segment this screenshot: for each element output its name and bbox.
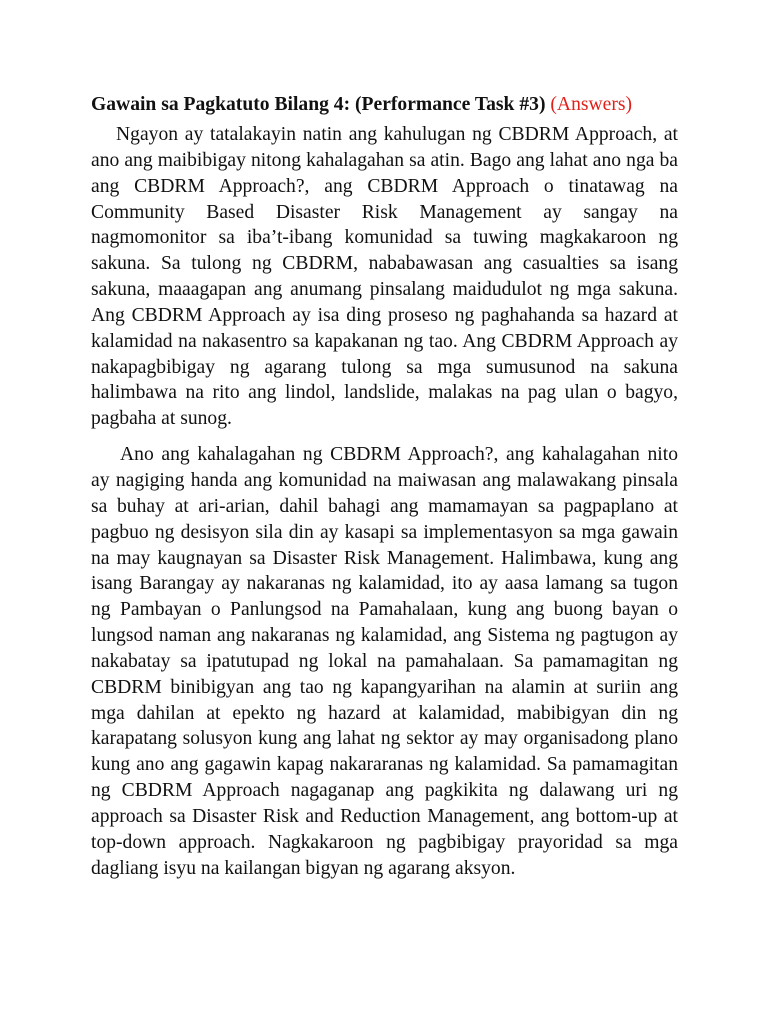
document-title	[91, 92, 678, 118]
paragraph-cbdrm-importance: Ano ang kahalagahan ng CBDRM Approach?, ang kahalagahan nito ay nagiging handa ang komunidad na maiwasan ang malawakang pinsala sa buhay at ari-arian, dahil bahagi ang mamamayan sa pagpaplano at pagbuo ng desisyon sila din ay kasapi sa implementasyon sa mga gawain na may kaugnayan sa Disaster Risk Management. Halimbawa, kung ang isang Barangay ay nakaranas ng kalamidad, ito ay aasa lamang sa tugon ng Pambayan o Panlungsod na Pamahalaan, kung ang buong bayan o lungsod naman ang nakaranas ng kalamidad, ang Sistema ng pagtugon ay nakabatay sa ipatutupad ng lokal na pamahalaan. Sa pamamagitan ng CBDRM binibigyan ang tao ng kapangyarihan na alamin at suriin ang mga dahilan at epekto ng hazard at kalamidad, mabibigyan din ng karapatang solusyon kung ang lahat ng sektor ay may organisadong plano kung ano ang gagawin kapag nakararanas ng kalamidad. Sa pamamagitan ng CBDRM Approach nagaganap ang pagkikita ng dalawang uri ng approach sa Disaster Risk and Reduction Management, ang bottom-up at top-down approach. Nagkakaroon ng pagbibigay prayoridad sa mga dagliang isyu na kailangan bigyan ng agarang aksyon.	[91, 444, 678, 879]
answers-tag: (Answers)	[550, 94, 633, 115]
document-page	[91, 92, 678, 881]
paragraph-cbdrm-definition: Ngayon ay tatalakayin natin ang kahulugan ng CBDRM Approach, at ano ang maibibigay nitong kahalagahan sa atin. Bago ang lahat ano nga ba ang CBDRM Approach?, ang CBDRM Approach o tinatawag na Community Based Disaster Risk Management ay sangay na nagmomonitor sa iba’t-ibang komunidad sa tuwing magkakaroon ng sakuna. Sa tulong ng CBDRM, nababawasan ang casualties sa isang sakuna, maaagapan ang anumang pinsalang maidudulot ng mga sakuna. Ang CBDRM Approach ay isa ding proseso ng paghahanda sa hazard at kalamidad na nakasentro sa kapakanan ng tao. Ang CBDRM Approach ay nakapagbibigay ng agarang tulong sa mga sumusunod na sakuna halimbawa na rito ang lindol, landslide, malakas na pag ulan o bagyo, pagbaha at sunog.	[91, 124, 678, 430]
title-main: Gawain sa Pagkatuto Bilang 4: (Performance Task #3)	[91, 94, 546, 115]
